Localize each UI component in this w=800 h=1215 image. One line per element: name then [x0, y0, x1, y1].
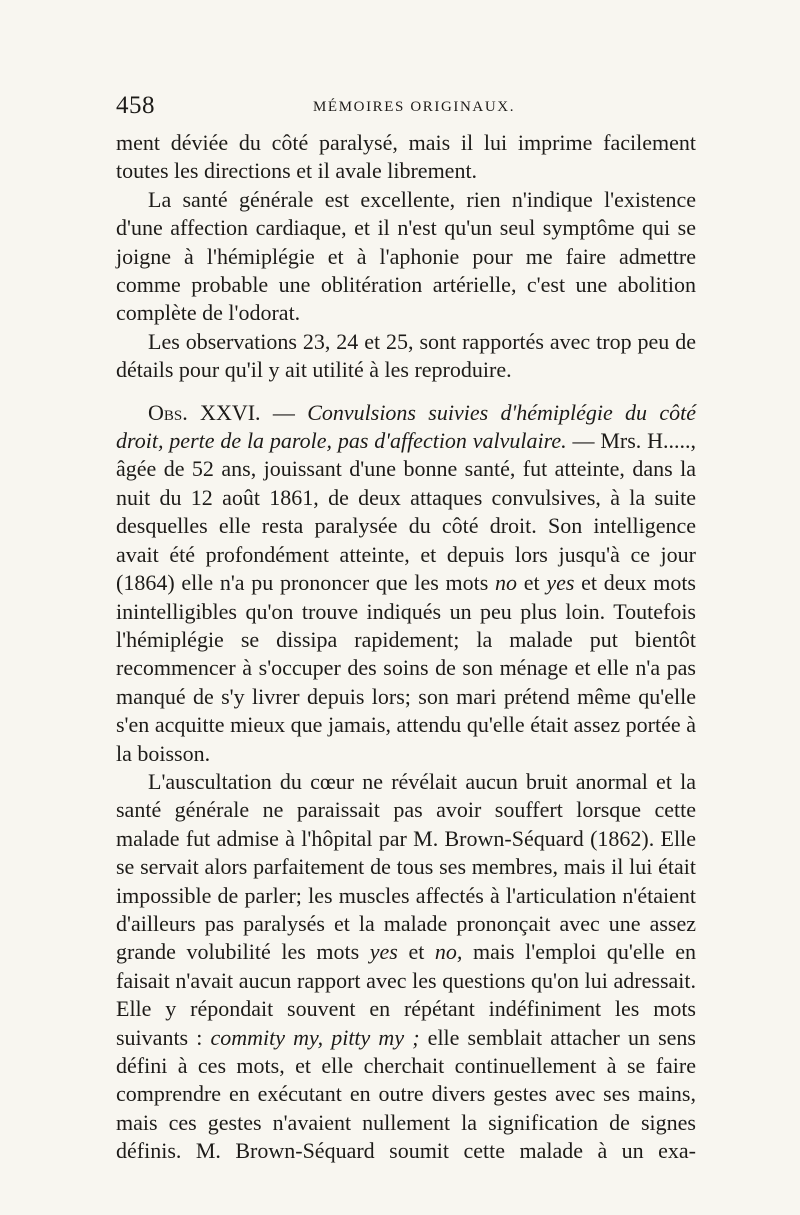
observation-title: Convulsions suivies d'hémiplégie du côté droit, perte de la parole, pas d'affection valvulaire. [116, 399, 697, 454]
paragraph-continuation: ment déviée du côté paralysé, mais il lui imprime facilement toutes les directions et il avale librement. [116, 130, 696, 184]
auscultation-text-et: et [397, 939, 435, 965]
word-yes: yes [546, 570, 575, 596]
paragraph-observation-xxvi [116, 399, 696, 768]
auscultation-text-b: mais l'emploi qu'elle en faisait n'avait aucun rapport avec les questions qu'on lui adressait. Elle y répondait souvent en répétant indéfiniment les mots suivants : [116, 939, 696, 1050]
auscultation-text-c: elle semblait attacher un sens défini à ces mots, et elle cherchait continuellement à se faire comprendre en exécutant en outre divers gestes avec ses mains, mais ces gestes n'avaient nullement la signification de signes définis. M. Brown-Séquard soumit cette malade à un exa- [116, 1024, 696, 1164]
observation-text-and: et [517, 570, 547, 596]
observation-text-a: — Mrs. H....., âgée de 52 ans, jouissant d'une bonne santé, fut atteinte, dans la nuit du 12 août 1861, de deux attaques convulsives, à la suite desquelles elle resta paralysée du côté droit. Son intelligence avait été profondément atteinte, et depuis lors jusqu'à ce jour (1864) elle n'a pu prononcer que les mots [116, 428, 697, 596]
word-yes-2: yes [369, 939, 398, 965]
paragraph-general-health: La santé générale est excellente, rien n'indique l'existence d'une affection cardiaque, et il n'est qu'un seul symptôme qui se joigne à l'hémiplégie et à l'aphonie pour me faire admettre comme probable une oblitération artérielle, c'est une abolition complète de l'odorat. [116, 186, 696, 326]
observation-text-b: et deux mots inintelligibles qu'on trouve indiqués un peu plus loin. Toutefois l'hémiplégie se dissipa rapidement; la malade put bientôt recommencer à s'occuper des soins de son ménage et elle n'a pas manqué de s'y livrer depuis lors; son mari prétend même qu'elle s'en acquitte mieux que jamais, attendu qu'elle était assez portée à la boisson. [116, 570, 696, 766]
paragraph-observations-note: Les observations 23, 24 et 25, sont rapportés avec trop peu de détails pour qu'il y ait utilité à les reproduire. [116, 328, 696, 383]
observation-label: Obs. XXVI. — [148, 399, 295, 425]
repeated-words: commity my, pitty my ; [210, 1024, 420, 1050]
word-no-2: no, [434, 939, 463, 965]
word-no: no [495, 570, 518, 596]
page-header [116, 92, 696, 126]
auscultation-text-a: L'auscultation du cœur ne révélait aucun bruit anormal et la santé générale ne paraissait pas avoir souffert lorsque cette malade fut admise à l'hôpital par M. Brown-Séquard (1862). Elle se servait alors parfaitement de tous ses membres, mais il lui était impossible de parler; les muscles affectés à l'articulation n'étaient d'ailleurs pas paralysés et la malade prononçait avec une assez grande volubilité les mots [116, 768, 696, 965]
page-body [116, 129, 696, 1166]
running-head: MÉMOIRES ORIGINAUX. [313, 99, 516, 115]
page-number: 458 [116, 92, 155, 119]
paragraph-auscultation [116, 768, 696, 1166]
